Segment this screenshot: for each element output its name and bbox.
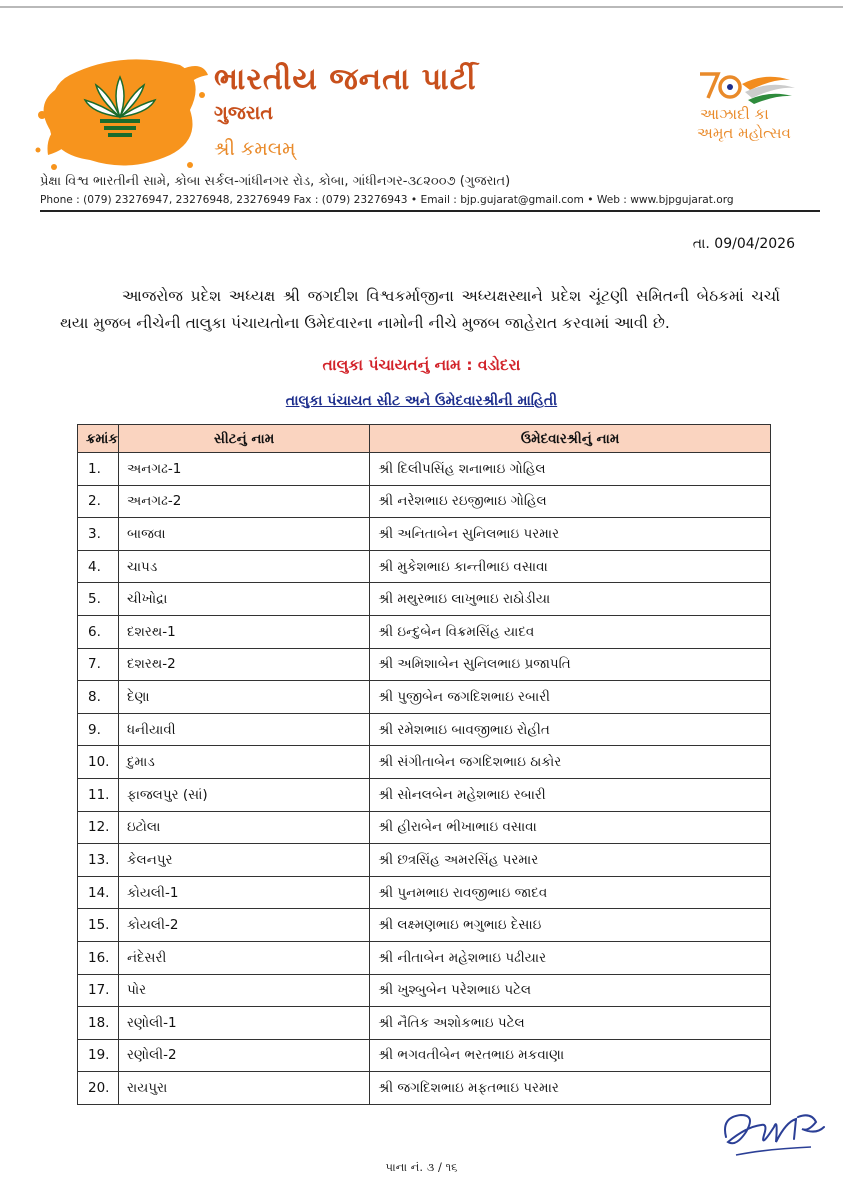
row-candidate-name: શ્રી છત્રસિંહ અમરસિંહ પરમાર [370,844,771,877]
row-serial: 4. [78,550,119,583]
table-body [78,453,771,1105]
header-seat-name: સીટનું નામ [118,425,369,453]
row-seat-name: રાયપુરા [118,1072,369,1105]
row-candidate-name: શ્રી ખુશ્બુબેન પરેશભાઇ પટેલ [370,974,771,1007]
row-candidate-name: શ્રી નીતાબેન મહેશભાઇ પઢીયાર [370,941,771,974]
row-candidate-name: શ્રી ઇન્દુબેન વિક્રમસિંહ યાદવ [370,615,771,648]
row-candidate-name: શ્રી મુકેશભાઇ કાન્તીભાઇ વસાવા [370,550,771,583]
row-candidate-name: શ્રી સંગીતાબેન જગદિશભાઇ ઠાકોર [370,746,771,779]
row-seat-name: બાજવા [118,518,369,551]
table-row [78,615,771,648]
table-row [78,648,771,681]
row-seat-name: નંદેસરી [118,941,369,974]
handwritten-signature [716,1097,831,1167]
row-candidate-name: શ્રી પુનમભાઇ રાવજીભાઇ જાદવ [370,876,771,909]
row-candidate-name: શ્રી નૈતિક અશોકભાઇ પટેલ [370,1007,771,1040]
row-serial: 7. [78,648,119,681]
office-address: પ્રેક્ષા વિશ્વ ભારતીની સામે, કોબા સર્કલ-ગાંધીનગર રોડ, કોબા, ગાંધીનગર-૩૮૨૦૦૭ (ગુજરાત) [40,174,511,189]
office-name: શ્રી કમલમ્ [214,138,296,160]
row-serial: 12. [78,811,119,844]
amrit-logo-line2: અમૃત મહોત્સવ [697,124,791,142]
row-serial: 14. [78,876,119,909]
table-row [78,876,771,909]
table-row [78,485,771,518]
row-serial: 19. [78,1039,119,1072]
row-seat-name: દેણા [118,681,369,714]
document-date: તા. 09/04/2026 [692,236,795,252]
intro-paragraph: આજરોજ પ્રદેશ અધ્યક્ષ શ્રી જગદીશ વિશ્વકર્માજીના અધ્યક્ષસ્થાને પ્રદેશ ચૂંટણી સમિતની બેઠકમાં ચર્ચા થયા મુજબ નીચેની તાલુકા પંચાયતોના ઉમેદવારના નામોની નીચે મુજબ જાહેરાત કરવામાં આવી છે. [60,287,780,332]
table-row [78,974,771,1007]
row-candidate-name: શ્રી અનિતાબેન સુનિલભાઇ પરમાર [370,518,771,551]
row-seat-name: દુમાડ [118,746,369,779]
row-candidate-name: શ્રી રમેશભાઇ બાવજીભાઇ રોહીત [370,713,771,746]
row-seat-name: કેલનપુર [118,844,369,877]
row-serial: 18. [78,1007,119,1040]
table-row [78,713,771,746]
table-row [78,844,771,877]
row-seat-name: ધનીયાવી [118,713,369,746]
row-seat-name: અનગઢ-1 [118,453,369,486]
row-serial: 11. [78,778,119,811]
row-serial: 15. [78,909,119,942]
row-seat-name: કોયલી-1 [118,876,369,909]
table-row [78,550,771,583]
row-candidate-name: શ્રી પુજીબેન જગદિશભાઇ રબારી [370,681,771,714]
row-serial: 1. [78,453,119,486]
row-serial: 2. [78,485,119,518]
taluka-heading: તાલુકા પંચાયતનું નામ : વડોદરા [322,356,521,374]
table-row [78,681,771,714]
table-row [78,778,771,811]
header-candidate-name: ઉમેદવારશ્રીનું નામ [370,425,771,453]
table-row [78,453,771,486]
row-serial: 13. [78,844,119,877]
header-divider [40,210,820,212]
table-row [78,909,771,942]
row-candidate-name: શ્રી લક્ષ્મણભાઇ ભગુભાઇ દેસાઇ [370,909,771,942]
row-seat-name: રણોલી-1 [118,1007,369,1040]
amrit-logo-line1: આઝાદી કા [700,105,769,123]
page-number: પાના નં. ૩ / ૧૬ [385,1160,458,1174]
table-header-row [78,425,771,453]
row-serial: 9. [78,713,119,746]
row-candidate-name: શ્રી નરેશભાઇ રઇજીભાઇ ગોહિલ [370,485,771,518]
top-border-line [0,6,843,8]
candidates-table [77,424,771,1105]
row-seat-name: ચાપડ [118,550,369,583]
bjp-lotus-logo [30,55,210,175]
table-row [78,1039,771,1072]
row-serial: 6. [78,615,119,648]
row-serial: 3. [78,518,119,551]
header-serial: ક્રમાંક [78,425,119,453]
row-candidate-name: શ્રી મથુરભાઇ લાખુભાઇ રાઠોડીયા [370,583,771,616]
table-heading: તાલુકા પંચાયત સીટ અને ઉમેદવારશ્રીની માહિતી [285,393,558,409]
table-row [78,811,771,844]
table-row [78,1007,771,1040]
row-serial: 17. [78,974,119,1007]
row-seat-name: ફાજલપુર (સાં) [118,778,369,811]
contact-line: Phone : (079) 23276947, 23276948, 23276949 Fax : (079) 23276943 • Email : bjp.gujarat@gmail.com • Web : www.bjpgujarat.org [40,194,734,206]
table-row [78,746,771,779]
table-row [78,583,771,616]
row-seat-name: ચીખોદ્રા [118,583,369,616]
row-serial: 10. [78,746,119,779]
row-candidate-name: શ્રી અમિશાબેન સુનિલભાઇ પ્રજાપતિ [370,648,771,681]
row-candidate-name: શ્રી જગદિશભાઇ મફતભાઇ પરમાર [370,1072,771,1105]
row-candidate-name: શ્રી હીરાબેન ભીખાભાઇ વસાવા [370,811,771,844]
row-seat-name: પોર [118,974,369,1007]
row-serial: 8. [78,681,119,714]
party-name: ભારતીય જનતા પાર્ટી [214,62,477,97]
row-candidate-name: શ્રી સોનલબેન મહેશભાઇ રબારી [370,778,771,811]
row-seat-name: દશરથ-1 [118,615,369,648]
row-seat-name: દશરથ-2 [118,648,369,681]
table-row [78,941,771,974]
table-row [78,1072,771,1105]
row-candidate-name: શ્રી દિલીપસિંહ શનાભાઇ ગોહિલ [370,453,771,486]
row-seat-name: રણોલી-2 [118,1039,369,1072]
row-serial: 20. [78,1072,119,1105]
row-serial: 16. [78,941,119,974]
row-candidate-name: શ્રી ભગવતીબેન ભરતભાઇ મકવાણા [370,1039,771,1072]
row-seat-name: ઇટોલા [118,811,369,844]
row-serial: 5. [78,583,119,616]
table-row [78,518,771,551]
state-name: ગુજરાત [214,102,273,124]
row-seat-name: કોયલી-2 [118,909,369,942]
row-seat-name: અનગઢ-2 [118,485,369,518]
